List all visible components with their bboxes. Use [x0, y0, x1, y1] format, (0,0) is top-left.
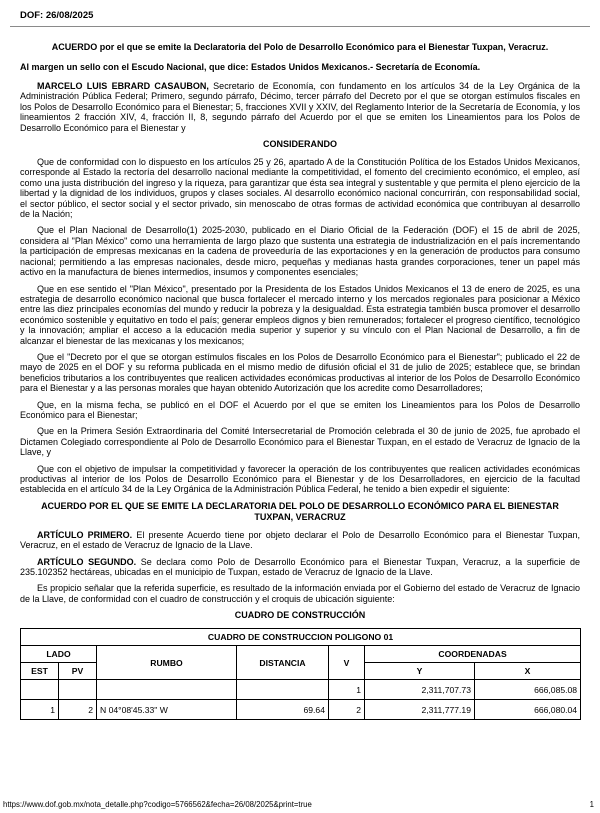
- article-segundo-lead: ARTÍCULO SEGUNDO.: [37, 556, 137, 567]
- document-title: ACUERDO por el que se emite la Declaratoria del Polo de Desarrollo Económico para el Bienestar Tuxpan, Veracruz.: [51, 42, 549, 52]
- cell-coordenada-y: 2,311,777.19: [365, 700, 475, 720]
- header-rumbo: RUMBO: [97, 646, 237, 680]
- cell-v: 2: [329, 700, 365, 720]
- cell-v: 1: [329, 680, 365, 700]
- acuerdo-heading: ACUERDO POR EL QUE SE EMITE LA DECLARATORIA DEL POLO DE DESARROLLO ECONÓMICO PARA EL BIENESTAR TUXPAN, VERACRUZ: [41, 500, 559, 522]
- cuadro-heading: CUADRO DE CONSTRUCCIÓN: [234, 610, 366, 621]
- table-header-row-1: [21, 646, 581, 663]
- cell-distancia: [237, 680, 329, 700]
- article-segundo-text: Se declara como Polo de Desarrollo Económico para el Bienestar Tuxpan, Veracruz, a la superficie de 235.102352 hectáreas, ubicadas en el municipio de Tuxpan, estado de Veracruz de Ignacio de la Llave.: [20, 556, 580, 578]
- considerando-paragraph: Que el Plan Nacional de Desarrollo(1) 2025-2030, publicado en el Diario Oficial de la Federación (DOF) el 15 de abril de 2025, considera al "Plan México" como una herramienta de largo plazo que sustenta una estrategia de industrialización en el país incrementando la participación de empresas mexicanas en la cadena de proveeduría de las exportaciones y en la generación de productos para consumo nacional; permitiendo a las empresas nacionales, desde micro, pequeñas y medianas hasta grandes corporaciones, tener un papel más activo en la manufactura de bienes intermedios, insumos y componentes esenciales;: [20, 225, 580, 278]
- considerando-paragraph: Que en la Primera Sesión Extraordinaria del Comité Intersecretarial de Promoción celebrada el 30 de junio de 2025, fue aprobado el Dictamen Colegiado correspondiente al Polo de Desarrollo Económico para el Bienestar Tuxpan, en el estado de Veracruz de Ignacio de la Llave, y: [20, 426, 580, 458]
- header-pv: PV: [59, 663, 97, 680]
- cell-coordenada-x: 666,085.08: [475, 680, 581, 700]
- article-primero-text: El presente Acuerdo tiene por objeto declarar el Polo de Desarrollo Económico para el Bienestar Tuxpan, Veracruz, en el estado de Veracruz de Ignacio de la Llave.: [20, 529, 581, 551]
- cell-pv: [59, 680, 97, 700]
- intro-lead: MARCELO LUIS EBRARD CASAUBON,: [37, 81, 209, 91]
- considerando-paragraph: Que con el objetivo de impulsar la competitividad y favorecer la operación de los contribuyentes que realicen actividades económicas productivas al interior de los Polos de Desarrollo Económico para el Bienestar y de los Desarrolladores, en ejercicio de la facultad establecida en el artículo 34 de la Ley Orgánica de la Administración Pública Federal, he tenido a bien expedir el siguiente:: [20, 463, 580, 495]
- header-coordenadas: COORDENADAS: [365, 646, 581, 663]
- margin-seal-line: Al margen un sello con el Escudo Nacional, que dice: Estados Unidos Mexicanos.- Secretaría de Economía.: [20, 62, 481, 72]
- table-title: CUADRO DE CONSTRUCCION POLIGONO 01: [21, 629, 581, 646]
- cell-rumbo: [97, 680, 237, 700]
- article-segundo: [20, 557, 580, 578]
- considerando-paragraph: Que el "Decreto por el que se otorgan estímulos fiscales en los Polos de Desarrollo Económico para el Bienestar"; publicado el 22 de mayo de 2025 en el DOF y su reforma publicada en el mismo medio de difusión oficial el 31 de julio de 2025; establece que, se brindan beneficios tributarios a los contribuyentes que realicen actividades económicas productivas al interior de los Polos de Desarrollo Económico para el Bienestar y a las personas morales que hayan obtenido Autorización que los acredite como Desarrolladores;: [20, 351, 580, 394]
- cell-est: 1: [21, 700, 59, 720]
- header-x: X: [475, 663, 581, 680]
- construction-table: [20, 628, 581, 720]
- header-v: V: [329, 646, 365, 680]
- header-distancia: DISTANCIA: [237, 646, 329, 680]
- cell-rumbo: N 04°08'45.33" W: [97, 700, 237, 720]
- cell-est: [21, 680, 59, 700]
- table-title-row: [21, 629, 581, 646]
- header-est: EST: [21, 663, 59, 680]
- table-row: [21, 700, 581, 720]
- closing-paragraph: Es propicio señalar que la referida superficie, es resultado de la información enviada por el Gobierno del estado de Veracruz de Ignacio de la Llave, de conformidad con el cuadro de construcción y el croquis de ubicación siguiente:: [20, 583, 580, 604]
- intro-rest: Secretario de Economía, con fundamento en los artículos 34 de la Ley Orgánica de la Administración Pública Federal; Primero, segundo párrafo, Décimo, tercer párrafo del Decreto por el que se otorgan estímulos fiscales en los Polos de Desarrollo Económico para el Bienestar; 5, fracciones XVII y XXIV, del Reglamento Interior de la Secretaría de Economía, y los lineamientos 2 fracción XIV, 4, fracción II, 8, segundo párrafo del Acuerdo por el que se emiten los Lineamientos para los Polos de Desarrollo Económico para el Bienestar y: [20, 81, 580, 133]
- cell-coordenada-y: 2,311,707.73: [365, 680, 475, 700]
- header-lado: LADO: [21, 646, 97, 663]
- page-footer: [3, 800, 594, 809]
- document-page: [0, 27, 600, 720]
- considerando-paragraph: Que de conformidad con lo dispuesto en los artículos 25 y 26, apartado A de la Constitución Política de los Estados Unidos Mexicanos, corresponde al Estado la rectoría del desarrollo nacional mediante la competitividad, el fomento del crecimiento económico, el empleo, así como una justa distribución del ingreso y la riqueza, para garantizar que ésta sea integral y sustentable y que permita el pleno ejercicio de la libertad y la dignidad de los individuos, grupos y clases sociales. Al desarrollo económico nacional concurrirán, con responsabilidad social, el sector público, el sector social y el sector privado, sin menoscabo de otras formas de actividad económica que contribuyan al desarrollo de la Nación;: [20, 157, 580, 220]
- article-primero: [20, 530, 580, 551]
- header-y: Y: [365, 663, 475, 680]
- cell-coordenada-x: 666,080.04: [475, 700, 581, 720]
- cell-pv: 2: [59, 700, 97, 720]
- cell-distancia: 69.64: [237, 700, 329, 720]
- considerando-heading: CONSIDERANDO: [262, 139, 337, 150]
- considerando-paragraph: Que en ese sentido el "Plan México", presentado por la Presidenta de los Estados Unidos Mexicanos el 13 de enero de 2025, es una estrategia de desarrollo económico nacional que busca fortalecer el mercado interno y los mercados regionales para posicionar a México entre las diez principales economías del mundo y reducir la pobreza y la desigualdad. Esta estrategia también busca promover el desarrollo económico sostenible y equitativo en todo el país; generar empleos dignos y bien remunerados; fortalecer el progreso científico, tecnológico y la innovación; ampliar el acceso a la educación media superior y superior y su vínculo con el Plan Nacional de Desarrollo, a fin de alcanzar el bienestar de las mexicanas y los mexicanos;: [20, 283, 580, 346]
- page-number: 1: [589, 800, 594, 809]
- table-row: [21, 680, 581, 700]
- dof-date: DOF: 26/08/2025: [20, 10, 94, 21]
- footer-url: https://www.dof.gob.mx/nota_detalle.php?codigo=5766562&fecha=26/08/2025&print=true: [3, 800, 312, 809]
- page-header: [0, 0, 600, 26]
- considerando-paragraph: Que, en la misma fecha, se publicó en el DOF el Acuerdo por el que se emiten los Lineamientos para los Polos de Desarrollo Económico para el Bienestar;: [20, 399, 580, 420]
- article-primero-lead: ARTÍCULO PRIMERO.: [37, 529, 133, 540]
- intro-paragraph: [20, 81, 580, 133]
